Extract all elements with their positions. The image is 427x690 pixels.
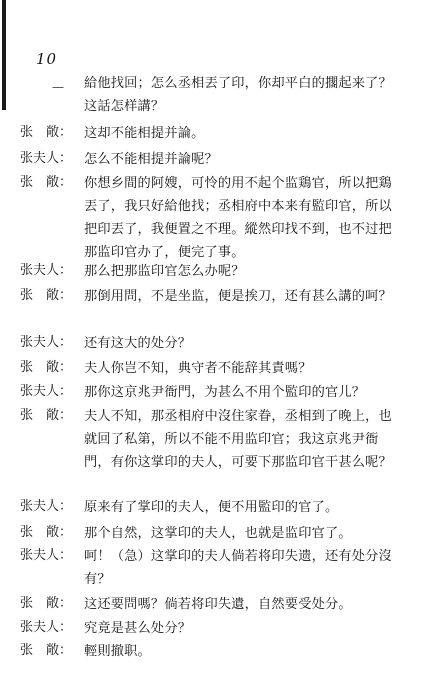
speech-text: 那个自然，这掌印的夫人，也就是监印官了。 xyxy=(84,526,352,541)
speech-text: 原来有了掌印的夫人，便不用監印的官了。 xyxy=(84,500,339,515)
speaker-label: 张 敞： xyxy=(20,125,73,140)
speech-text: 那倒用問，不是坐监，便是挨刀，还有甚么講的呵？ xyxy=(84,289,392,304)
speaker-label: 张 敞： xyxy=(20,360,73,375)
speaker-label: 张夫人： xyxy=(20,620,73,635)
speaker-label: 张夫人： xyxy=(20,335,73,350)
speaker-label: 张夫人： xyxy=(20,499,73,514)
speech-text: 这还要問嗎？倘若将印失遺，自然要受处分。 xyxy=(84,597,352,612)
speech-text: 輕則撤职。 xyxy=(84,644,151,659)
speech-text: 还有这大的处分？ xyxy=(84,336,192,351)
speech-text: 給他找回；怎么丞相丟了印，你却平白的擱起来了？这話怎样講？ xyxy=(84,76,392,114)
speaker-label: 张夫人： xyxy=(20,151,73,166)
binding-edge xyxy=(2,0,6,110)
speech-text: 你想乡間的阿嫂，可怜的用不起个监鶏官，所以把鶏丟了，我只好給他找；丞相府中本来有監印官，所以把印丟了，我便置之不理。縱然印找不到，也不过把那监印官办了，便完了事。 xyxy=(84,176,392,260)
speech-text: 夫人不知，那丞相府中沒住家眷，丞相到了晚上，也就回了私第，所以不能不用监印官；我这京兆尹衙門，有你这掌印的夫人，可要下那监印官干甚么呢？ xyxy=(84,409,392,470)
speaker-label: 张 敞： xyxy=(20,525,73,540)
speech-text: 那你这京兆尹衙門，为甚么不用个監印的官儿？ xyxy=(84,385,366,400)
speech-text: 那么把那监印官怎么办呢？ xyxy=(84,264,245,279)
speech-text: 夫人你岂不知，典守者不能辞其責嗎？ xyxy=(84,361,312,376)
speaker-label: 张 敞： xyxy=(20,596,73,611)
speaker-label: 张夫人： xyxy=(20,263,73,278)
speech-text: 呵！（急）这掌印的夫人倘若将印失遗，还有处分沒有？ xyxy=(84,549,392,587)
speaker-label: 张 敞： xyxy=(20,175,73,190)
speaker-label: 张夫人： xyxy=(20,548,73,563)
page-number: 10 xyxy=(36,50,58,68)
speech-text: 究竟是甚么处分？ xyxy=(84,621,192,636)
speaker-label: 张 敞： xyxy=(20,408,73,423)
speech-text: 这却不能相提并論。 xyxy=(84,126,205,141)
speech-text: 怎么不能相提并論呢？ xyxy=(84,152,218,167)
speaker-label: 张 敞： xyxy=(20,643,73,658)
speaker-label: 张 敞： xyxy=(20,288,73,303)
speaker-label: 张夫人： xyxy=(20,384,73,399)
margin-mark: — xyxy=(52,80,64,94)
